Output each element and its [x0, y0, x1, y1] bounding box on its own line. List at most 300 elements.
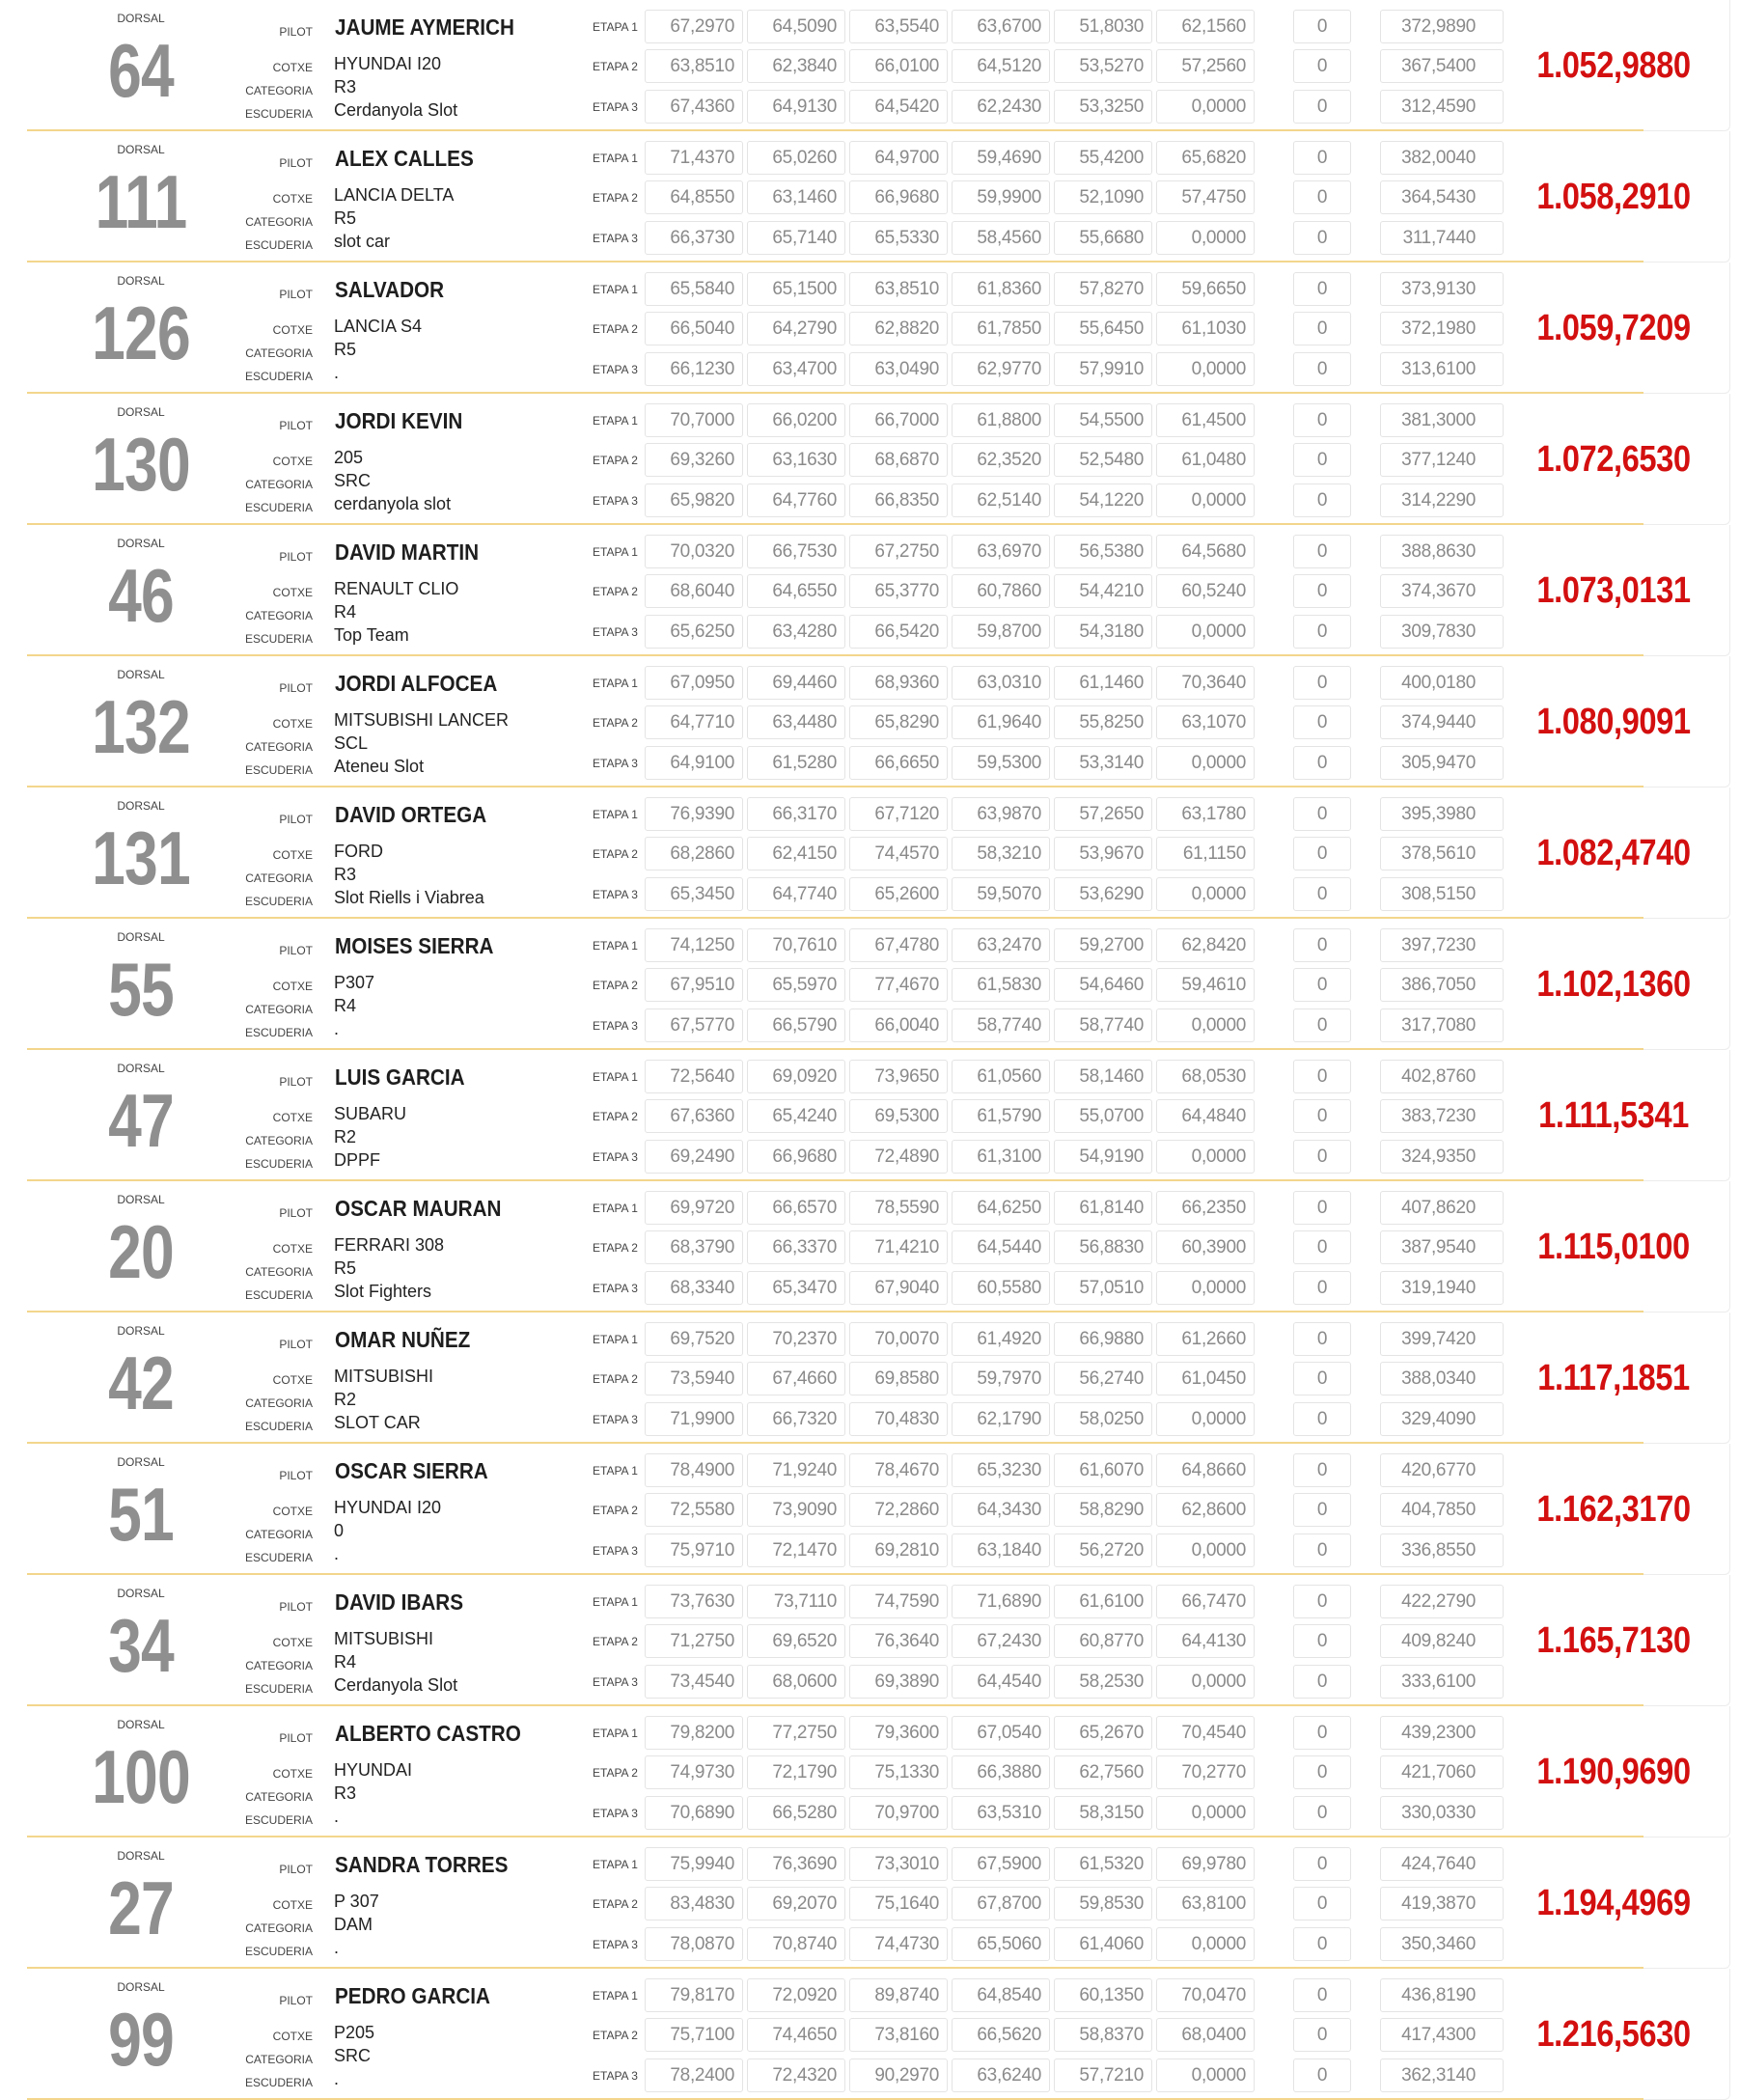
- grand-total: 1.058,2910: [1536, 177, 1691, 217]
- stage-total-cell: 372,9890: [1380, 10, 1504, 43]
- car-model: RENAULT CLIO: [334, 579, 459, 598]
- section-time-cell: 73,3010: [849, 1847, 948, 1881]
- section-time-cell: 89,8740: [849, 1978, 948, 2012]
- section-time-cell: 67,5770: [645, 1009, 743, 1042]
- grand-total: 1.052,9880: [1536, 45, 1691, 86]
- section-time-cell: 65,2600: [849, 877, 948, 911]
- section-time-cell: 65,9820: [645, 484, 743, 517]
- penalty-cell: 0: [1293, 2059, 1351, 2092]
- cotxe-label: COTXE: [272, 1242, 313, 1256]
- penalty-cell: 0: [1293, 705, 1351, 739]
- etapa-label: ETAPA 2: [593, 454, 638, 467]
- dorsal-label: DORSAL: [117, 668, 165, 681]
- grand-total: 1.080,9091: [1536, 702, 1691, 742]
- penalty-cell: 0: [1293, 1362, 1351, 1395]
- section-time-cell: 63,5310: [952, 1796, 1050, 1830]
- section-time-cell: 63,6970: [952, 535, 1050, 568]
- section-time-cell: 66,3370: [747, 1230, 845, 1264]
- etapa-label: ETAPA 2: [593, 322, 638, 336]
- section-time-cell: 0,0000: [1156, 1927, 1255, 1961]
- penalty-cell: 0: [1293, 1927, 1351, 1961]
- section-time-cell: 78,5590: [849, 1191, 948, 1225]
- team-name: .: [334, 363, 340, 382]
- section-time-cell: 76,9390: [645, 797, 743, 831]
- section-time-cell: 61,5280: [747, 746, 845, 780]
- category-value: R3: [334, 1783, 357, 1803]
- section-time-cell: 66,2350: [1156, 1191, 1255, 1225]
- section-time-cell: 66,9680: [747, 1140, 845, 1174]
- section-time-cell: 63,6240: [952, 2059, 1050, 2092]
- section-time-cell: 62,7560: [1054, 1755, 1152, 1789]
- team-name: slot car: [334, 232, 391, 251]
- etapa-label: ETAPA 1: [593, 152, 638, 165]
- section-time-cell: 64,9700: [849, 141, 948, 175]
- dorsal-number: 131: [92, 815, 190, 900]
- etapa-label: ETAPA 1: [593, 1333, 638, 1346]
- categoria-label: CATEGORIA: [245, 609, 313, 622]
- section-time-cell: 62,8820: [849, 312, 948, 345]
- section-time-cell: 53,3140: [1054, 746, 1152, 780]
- grand-total: 1.162,3170: [1536, 1489, 1691, 1530]
- etapa-label: ETAPA 3: [593, 232, 638, 245]
- stage-total-cell: 400,0180: [1380, 666, 1504, 700]
- section-time-cell: 61,5790: [952, 1099, 1050, 1133]
- section-time-cell: 73,7110: [747, 1585, 845, 1618]
- dorsal-label: DORSAL: [117, 274, 165, 288]
- section-time-cell: 61,0450: [1156, 1362, 1255, 1395]
- section-time-cell: 66,5280: [747, 1796, 845, 1830]
- car-model: MITSUBISHI LANCER: [334, 710, 510, 730]
- section-time-cell: 78,4670: [849, 1453, 948, 1487]
- category-value: R3: [334, 865, 357, 884]
- result-card: [0, 1969, 1740, 2100]
- pilot-name: OMAR NUÑEZ: [335, 1327, 471, 1352]
- section-time-cell: 60,7860: [952, 574, 1050, 608]
- penalty-cell: 0: [1293, 746, 1351, 780]
- etapa-label: ETAPA 1: [593, 283, 638, 296]
- team-name: .: [334, 1807, 340, 1826]
- stage-total-cell: 404,7850: [1380, 1493, 1504, 1527]
- escuderia-label: ESCUDERIA: [244, 501, 313, 514]
- etapa-label: ETAPA 3: [593, 888, 638, 901]
- categoria-label: CATEGORIA: [245, 1528, 313, 1541]
- section-time-cell: 73,8160: [849, 2018, 948, 2052]
- stage-total-cell: 314,2290: [1380, 484, 1504, 517]
- stage-total-cell: 319,1940: [1380, 1271, 1504, 1305]
- section-time-cell: 0,0000: [1156, 221, 1255, 255]
- section-time-cell: 74,7590: [849, 1585, 948, 1618]
- pilot-name: SANDRA TORRES: [335, 1852, 509, 1877]
- section-time-cell: 57,8270: [1054, 272, 1152, 306]
- section-time-cell: 65,6250: [645, 615, 743, 649]
- dorsal-label: DORSAL: [117, 1980, 165, 1994]
- section-time-cell: 65,3770: [849, 574, 948, 608]
- section-time-cell: 68,9360: [849, 666, 948, 700]
- stage-total-cell: 308,5150: [1380, 877, 1504, 911]
- section-time-cell: 71,4210: [849, 1230, 948, 1264]
- section-time-cell: 63,8510: [645, 49, 743, 83]
- section-time-cell: 61,0560: [952, 1060, 1050, 1093]
- stage-total-cell: 417,4300: [1380, 2018, 1504, 2052]
- category-value: 0: [334, 1521, 345, 1540]
- section-time-cell: 58,1460: [1054, 1060, 1152, 1093]
- section-time-cell: 67,4780: [849, 928, 948, 962]
- section-time-cell: 67,5900: [952, 1847, 1050, 1881]
- section-time-cell: 57,0510: [1054, 1271, 1152, 1305]
- etapa-label: ETAPA 2: [593, 1241, 638, 1255]
- pilot-label: PILOT: [279, 1206, 313, 1220]
- section-time-cell: 63,0490: [849, 352, 948, 386]
- cotxe-label: COTXE: [272, 1767, 313, 1781]
- penalty-cell: 0: [1293, 1099, 1351, 1133]
- cotxe-label: COTXE: [272, 1373, 313, 1387]
- section-time-cell: 77,2750: [747, 1716, 845, 1750]
- section-time-cell: 66,3730: [645, 221, 743, 255]
- result-card: [0, 919, 1740, 1050]
- section-time-cell: 66,0040: [849, 1009, 948, 1042]
- section-time-cell: 59,4610: [1156, 968, 1255, 1002]
- team-name: Cerdanyola Slot: [334, 1675, 458, 1695]
- section-time-cell: 79,3600: [849, 1716, 948, 1750]
- section-time-cell: 0,0000: [1156, 90, 1255, 124]
- stage-total-cell: 374,9440: [1380, 705, 1504, 739]
- cotxe-label: COTXE: [272, 2030, 313, 2043]
- pilot-label: PILOT: [279, 288, 313, 301]
- stage-total-cell: 373,9130: [1380, 272, 1504, 306]
- stage-total-cell: 382,0040: [1380, 141, 1504, 175]
- penalty-cell: 0: [1293, 666, 1351, 700]
- section-time-cell: 64,8540: [952, 1978, 1050, 2012]
- section-time-cell: 61,5320: [1054, 1847, 1152, 1881]
- section-time-cell: 72,2860: [849, 1493, 948, 1527]
- team-name: DPPF: [334, 1150, 381, 1170]
- section-time-cell: 63,1630: [747, 443, 845, 477]
- section-time-cell: 65,3450: [645, 877, 743, 911]
- section-time-cell: 65,5970: [747, 968, 845, 1002]
- stage-total-cell: 350,3460: [1380, 1927, 1504, 1961]
- etapa-label: ETAPA 1: [593, 1070, 638, 1084]
- section-time-cell: 62,2430: [952, 90, 1050, 124]
- penalty-cell: 0: [1293, 1585, 1351, 1618]
- result-card: [0, 131, 1740, 262]
- escuderia-label: ESCUDERIA: [244, 107, 313, 121]
- etapa-label: ETAPA 2: [593, 1635, 638, 1648]
- penalty-cell: 0: [1293, 797, 1351, 831]
- team-name: Ateneu Slot: [334, 757, 425, 776]
- section-time-cell: 52,5480: [1054, 443, 1152, 477]
- section-time-cell: 72,4890: [849, 1140, 948, 1174]
- section-time-cell: 90,2970: [849, 2059, 948, 2092]
- section-time-cell: 54,6460: [1054, 968, 1152, 1002]
- team-name: .: [334, 1938, 340, 1957]
- penalty-cell: 0: [1293, 1140, 1351, 1174]
- etapa-label: ETAPA 2: [593, 1372, 638, 1386]
- section-time-cell: 73,9650: [849, 1060, 948, 1093]
- section-time-cell: 58,2530: [1054, 1665, 1152, 1699]
- stage-total-cell: 421,7060: [1380, 1755, 1504, 1789]
- section-time-cell: 66,7470: [1156, 1585, 1255, 1618]
- etapa-label: ETAPA 1: [593, 677, 638, 690]
- section-time-cell: 65,4240: [747, 1099, 845, 1133]
- grand-total: 1.190,9690: [1536, 1752, 1691, 1792]
- section-time-cell: 65,7140: [747, 221, 845, 255]
- etapa-label: ETAPA 3: [593, 100, 638, 114]
- dorsal-label: DORSAL: [117, 1718, 165, 1731]
- categoria-label: CATEGORIA: [245, 1790, 313, 1804]
- section-time-cell: 63,4700: [747, 352, 845, 386]
- pilot-label: PILOT: [279, 419, 313, 432]
- section-time-cell: 70,7610: [747, 928, 845, 962]
- dorsal-label: DORSAL: [117, 12, 165, 25]
- result-card: [0, 394, 1740, 525]
- etapa-label: ETAPA 1: [593, 1595, 638, 1609]
- pilot-label: PILOT: [279, 1600, 313, 1614]
- section-time-cell: 66,5790: [747, 1009, 845, 1042]
- section-time-cell: 69,2490: [645, 1140, 743, 1174]
- team-name: .: [334, 1544, 340, 1563]
- dorsal-label: DORSAL: [117, 1849, 165, 1863]
- section-time-cell: 61,1030: [1156, 312, 1255, 345]
- section-time-cell: 75,9940: [645, 1847, 743, 1881]
- dorsal-number: 100: [92, 1734, 190, 1819]
- penalty-cell: 0: [1293, 1322, 1351, 1356]
- section-time-cell: 70,2370: [747, 1322, 845, 1356]
- stage-total-cell: 395,3980: [1380, 797, 1504, 831]
- car-model: LANCIA DELTA: [334, 185, 455, 205]
- section-time-cell: 68,2860: [645, 837, 743, 870]
- section-time-cell: 65,3470: [747, 1271, 845, 1305]
- section-time-cell: 61,9640: [952, 705, 1050, 739]
- car-model: HYUNDAI I20: [334, 54, 442, 73]
- section-time-cell: 62,1560: [1156, 10, 1255, 43]
- section-time-cell: 0,0000: [1156, 1271, 1255, 1305]
- car-model: LANCIA S4: [334, 317, 423, 336]
- pilot-label: PILOT: [279, 813, 313, 826]
- stage-total-cell: 420,6770: [1380, 1453, 1504, 1487]
- etapa-label: ETAPA 3: [593, 494, 638, 508]
- penalty-cell: 0: [1293, 1230, 1351, 1264]
- penalty-cell: 0: [1293, 1796, 1351, 1830]
- section-time-cell: 67,4360: [645, 90, 743, 124]
- section-time-cell: 64,3430: [952, 1493, 1050, 1527]
- section-time-cell: 64,8660: [1156, 1453, 1255, 1487]
- categoria-label: CATEGORIA: [245, 1396, 313, 1410]
- pilot-name: OSCAR MAURAN: [335, 1196, 502, 1221]
- pilot-label: PILOT: [279, 681, 313, 695]
- section-time-cell: 78,4900: [645, 1453, 743, 1487]
- section-time-cell: 58,8370: [1054, 2018, 1152, 2052]
- section-time-cell: 59,5070: [952, 877, 1050, 911]
- section-time-cell: 54,1220: [1054, 484, 1152, 517]
- etapa-label: ETAPA 3: [593, 2069, 638, 2083]
- team-name: .: [334, 2069, 340, 2088]
- dorsal-label: DORSAL: [117, 1455, 165, 1469]
- escuderia-label: ESCUDERIA: [244, 238, 313, 252]
- section-time-cell: 57,2560: [1156, 49, 1255, 83]
- section-time-cell: 68,3790: [645, 1230, 743, 1264]
- etapa-label: ETAPA 2: [593, 1110, 638, 1123]
- section-time-cell: 65,5840: [645, 272, 743, 306]
- section-time-cell: 64,5120: [952, 49, 1050, 83]
- penalty-cell: 0: [1293, 574, 1351, 608]
- dorsal-number: 51: [108, 1472, 174, 1557]
- penalty-cell: 0: [1293, 1453, 1351, 1487]
- grand-total: 1.111,5341: [1538, 1095, 1689, 1136]
- etapa-label: ETAPA 1: [593, 1858, 638, 1871]
- stage-total-cell: 383,7230: [1380, 1099, 1504, 1133]
- penalty-cell: 0: [1293, 1191, 1351, 1225]
- section-time-cell: 0,0000: [1156, 1402, 1255, 1436]
- section-time-cell: 75,1330: [849, 1755, 948, 1789]
- section-time-cell: 59,9900: [952, 180, 1050, 214]
- dorsal-label: DORSAL: [117, 537, 165, 550]
- section-time-cell: 0,0000: [1156, 352, 1255, 386]
- etapa-label: ETAPA 3: [593, 363, 638, 376]
- section-time-cell: 70,0320: [645, 535, 743, 568]
- section-time-cell: 0,0000: [1156, 2059, 1255, 2092]
- categoria-label: CATEGORIA: [245, 478, 313, 491]
- section-time-cell: 65,3230: [952, 1453, 1050, 1487]
- pilot-label: PILOT: [279, 1863, 313, 1876]
- section-time-cell: 55,0700: [1054, 1099, 1152, 1133]
- cotxe-label: COTXE: [272, 1111, 313, 1124]
- category-value: R4: [334, 1652, 357, 1672]
- section-time-cell: 58,8290: [1054, 1493, 1152, 1527]
- section-time-cell: 78,2400: [645, 2059, 743, 2092]
- section-time-cell: 70,3640: [1156, 666, 1255, 700]
- stage-total-cell: 399,7420: [1380, 1322, 1504, 1356]
- etapa-label: ETAPA 3: [593, 1544, 638, 1558]
- penalty-cell: 0: [1293, 272, 1351, 306]
- section-time-cell: 74,1250: [645, 928, 743, 962]
- section-time-cell: 66,5620: [952, 2018, 1050, 2052]
- etapa-label: ETAPA 3: [593, 1675, 638, 1689]
- stage-total-cell: 378,5610: [1380, 837, 1504, 870]
- penalty-cell: 0: [1293, 1847, 1351, 1881]
- dorsal-label: DORSAL: [117, 1062, 165, 1075]
- escuderia-label: ESCUDERIA: [244, 632, 313, 646]
- section-time-cell: 55,6680: [1054, 221, 1152, 255]
- section-time-cell: 55,8250: [1054, 705, 1152, 739]
- section-time-cell: 57,9910: [1054, 352, 1152, 386]
- section-time-cell: 71,9900: [645, 1402, 743, 1436]
- section-time-cell: 61,8360: [952, 272, 1050, 306]
- team-name: Slot Riells i Viabrea: [334, 888, 484, 907]
- penalty-cell: 0: [1293, 877, 1351, 911]
- categoria-label: CATEGORIA: [245, 1921, 313, 1935]
- section-time-cell: 62,3520: [952, 443, 1050, 477]
- penalty-cell: 0: [1293, 1009, 1351, 1042]
- section-time-cell: 58,4560: [952, 221, 1050, 255]
- team-name: Slot Fighters: [334, 1282, 432, 1301]
- etapa-label: ETAPA 2: [593, 1897, 638, 1911]
- section-time-cell: 67,2750: [849, 535, 948, 568]
- dorsal-number: 20: [108, 1209, 174, 1294]
- etapa-label: ETAPA 3: [593, 757, 638, 770]
- section-time-cell: 70,4540: [1156, 1716, 1255, 1750]
- stage-total-cell: 422,2790: [1380, 1585, 1504, 1618]
- etapa-label: ETAPA 2: [593, 979, 638, 992]
- etapa-label: ETAPA 1: [593, 939, 638, 953]
- etapa-label: ETAPA 1: [593, 1202, 638, 1215]
- dorsal-label: DORSAL: [117, 799, 165, 813]
- dorsal-label: DORSAL: [117, 405, 165, 419]
- section-time-cell: 54,5500: [1054, 403, 1152, 437]
- section-time-cell: 79,8200: [645, 1716, 743, 1750]
- etapa-label: ETAPA 3: [593, 1282, 638, 1295]
- pilot-name: ALBERTO CASTRO: [335, 1721, 521, 1746]
- grand-total: 1.117,1851: [1537, 1358, 1690, 1398]
- pilot-name: SALVADOR: [335, 277, 445, 302]
- escuderia-label: ESCUDERIA: [244, 1157, 313, 1171]
- section-time-cell: 60,5580: [952, 1271, 1050, 1305]
- etapa-label: ETAPA 1: [593, 1989, 638, 2003]
- pilot-label: PILOT: [279, 1338, 313, 1351]
- section-time-cell: 65,5330: [849, 221, 948, 255]
- stage-total-cell: 407,8620: [1380, 1191, 1504, 1225]
- stage-total-cell: 313,6100: [1380, 352, 1504, 386]
- category-value: R4: [334, 996, 357, 1015]
- section-time-cell: 78,0870: [645, 1927, 743, 1961]
- car-model: P205: [334, 2023, 375, 2042]
- cotxe-label: COTXE: [272, 848, 313, 862]
- section-time-cell: 64,4130: [1156, 1624, 1255, 1658]
- pilot-name: JORDI ALFOCEA: [335, 671, 498, 696]
- section-time-cell: 77,4670: [849, 968, 948, 1002]
- section-time-cell: 61,1150: [1156, 837, 1255, 870]
- category-value: SRC: [334, 471, 372, 490]
- section-time-cell: 55,6450: [1054, 312, 1152, 345]
- pilot-name: OSCAR SIERRA: [335, 1458, 488, 1483]
- etapa-label: ETAPA 2: [593, 1766, 638, 1780]
- section-time-cell: 83,4830: [645, 1887, 743, 1920]
- category-value: SCL: [334, 733, 369, 753]
- dorsal-number: 99: [108, 1997, 174, 2082]
- team-name: Cerdanyola Slot: [334, 100, 458, 120]
- penalty-cell: 0: [1293, 535, 1351, 568]
- section-time-cell: 64,8550: [645, 180, 743, 214]
- etapa-label: ETAPA 1: [593, 808, 638, 821]
- section-time-cell: 61,6100: [1054, 1585, 1152, 1618]
- section-time-cell: 67,7120: [849, 797, 948, 831]
- category-value: R4: [334, 602, 357, 622]
- penalty-cell: 0: [1293, 221, 1351, 255]
- grand-total: 1.059,7209: [1536, 308, 1691, 348]
- section-time-cell: 58,0250: [1054, 1402, 1152, 1436]
- section-time-cell: 74,4570: [849, 837, 948, 870]
- section-time-cell: 57,7210: [1054, 2059, 1152, 2092]
- section-time-cell: 53,9670: [1054, 837, 1152, 870]
- escuderia-label: ESCUDERIA: [244, 1420, 313, 1433]
- section-time-cell: 63,4480: [747, 705, 845, 739]
- category-value: R2: [334, 1127, 357, 1147]
- pilot-name: JAUME AYMERICH: [335, 14, 514, 40]
- car-model: HYUNDAI I20: [334, 1498, 442, 1517]
- etapa-label: ETAPA 3: [593, 1019, 638, 1033]
- category-value: R5: [334, 340, 357, 359]
- pilot-label: PILOT: [279, 1469, 313, 1482]
- section-time-cell: 66,5040: [645, 312, 743, 345]
- section-time-cell: 66,8350: [849, 484, 948, 517]
- result-card: [0, 1181, 1740, 1312]
- pilot-name: LUIS GARCIA: [335, 1064, 465, 1090]
- section-time-cell: 61,8140: [1054, 1191, 1152, 1225]
- stage-total-cell: 333,6100: [1380, 1665, 1504, 1699]
- car-model: FORD: [334, 842, 383, 861]
- section-time-cell: 73,5940: [645, 1362, 743, 1395]
- section-time-cell: 67,4660: [747, 1362, 845, 1395]
- section-time-cell: 59,8700: [952, 615, 1050, 649]
